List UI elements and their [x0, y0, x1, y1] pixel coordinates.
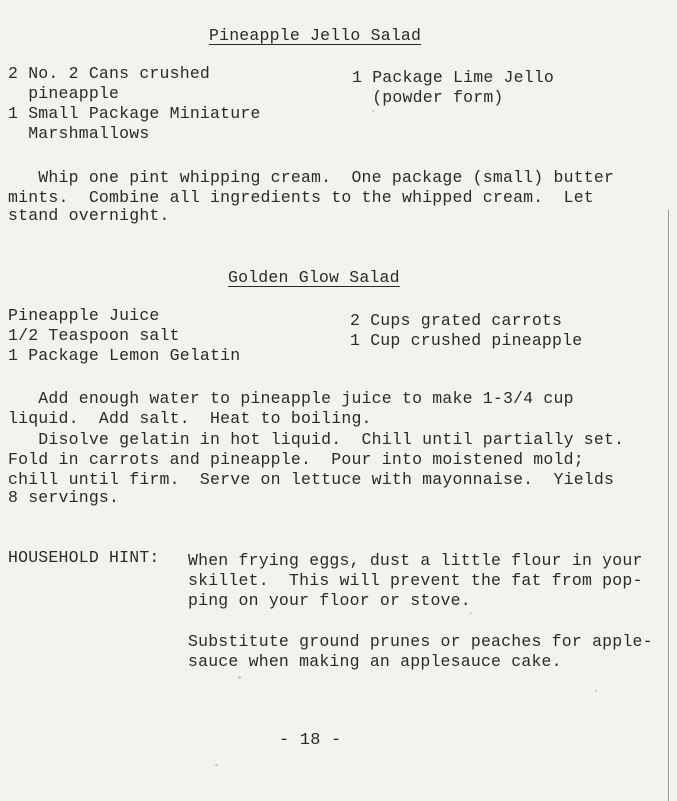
page-edge-line	[668, 210, 669, 801]
recipe-1-ingredient: 1 Small Package Miniature	[8, 104, 261, 123]
scan-speck	[470, 612, 472, 614]
scan-speck	[215, 764, 218, 766]
recipe-2-directions: chill until firm. Serve on lettuce with mayonnaise. Yields	[8, 470, 615, 489]
recipe-2-directions: 8 servings.	[8, 488, 120, 507]
recipe-1-directions: mints. Combine all ingredients to the whipped cream. Let	[8, 188, 594, 207]
recipe-1-ingredient: pineapple	[8, 84, 120, 103]
household-hint-text: Substitute ground prunes or peaches for apple-	[188, 632, 653, 651]
recipe-2-ingredient: 1/2 Teaspoon salt	[8, 326, 180, 345]
recipe-2-directions: Fold in carrots and pineapple. Pour into moistened mold;	[8, 450, 584, 469]
recipe-2-ingredient: Pineapple Juice	[8, 306, 160, 325]
recipe-1-ingredient: (powder form)	[352, 88, 504, 107]
recipe-1-ingredient: Marshmallows	[8, 124, 150, 143]
household-hint-text: sauce when making an applesauce cake.	[188, 652, 562, 671]
household-hint-text: When frying eggs, dust a little flour in your	[188, 551, 643, 570]
recipe-1-title: Pineapple Jello Salad	[209, 26, 422, 45]
scan-speck	[372, 110, 374, 112]
recipe-2-title: Golden Glow Salad	[228, 268, 400, 287]
recipe-2-ingredient: 2 Cups grated carrots	[350, 311, 563, 330]
household-hint-label: HOUSEHOLD HINT:	[8, 548, 160, 567]
recipe-2-directions: Add enough water to pineapple juice to make 1-3/4 cup	[8, 389, 574, 408]
recipe-2-directions: liquid. Add salt. Heat to boiling.	[8, 409, 372, 428]
household-hint-text: ping on your floor or stove.	[188, 591, 471, 610]
recipe-1-ingredient: 1 Package Lime Jello	[352, 68, 555, 87]
page-number: - 18 -	[279, 731, 342, 750]
recipe-2-directions: Disolve gelatin in hot liquid. Chill until partially set.	[8, 430, 625, 449]
recipe-2-ingredient: 1 Package Lemon Gelatin	[8, 346, 241, 365]
scan-speck	[238, 676, 241, 679]
recipe-2-ingredient: 1 Cup crushed pineapple	[350, 331, 583, 350]
recipe-1-directions: Whip one pint whipping cream. One package (small) butter	[8, 168, 615, 187]
recipe-1-ingredient: 2 No. 2 Cans crushed	[8, 64, 211, 83]
recipe-1-directions: stand overnight.	[8, 206, 170, 225]
household-hint-text: skillet. This will prevent the fat from pop-	[188, 571, 643, 590]
scan-speck	[595, 690, 597, 692]
